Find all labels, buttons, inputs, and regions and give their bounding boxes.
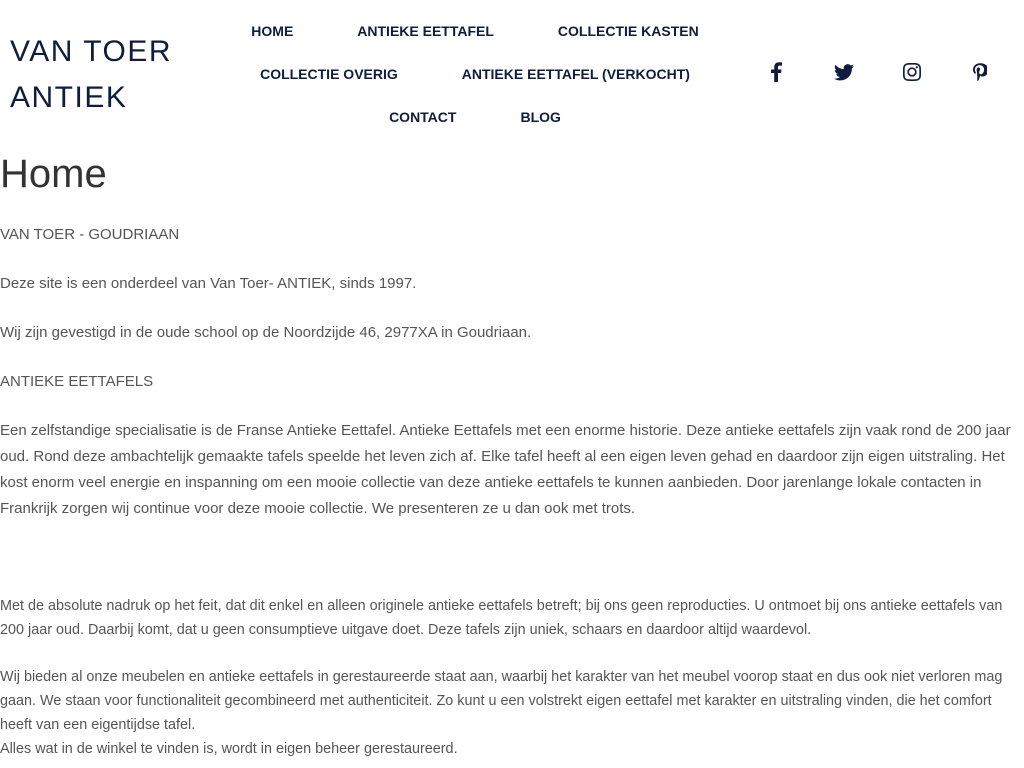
site-header	[0, 0, 1024, 140]
logo-line-1[interactable]: VAN TOER	[10, 35, 173, 68]
restoration-paragraph: Wij bieden al onze meubelen en antieke eettafels in gerestaureerde staat aan, waarbij het karakter van het meubel voorop staat en dus ook niet verloren mag gaan. We staan voor functionaliteit gecombineerd met authenticiteit. Zo kunt u een volstrekt eigen eettafel met karakter en uitstraling vinden, die het comfort heeft van een eigentijdse tafel.	[0, 669, 1003, 733]
page-title: Home	[0, 152, 107, 196]
nav-row-1	[205, 9, 745, 52]
nav-collectie-kasten[interactable]: COLLECTIE KASTEN	[557, 22, 699, 39]
nav-collectie-overig[interactable]: COLLECTIE OVERIG	[260, 65, 398, 82]
twitter-icon[interactable]	[824, 58, 864, 86]
workshop-paragraph: Alles wat in de winkel te vinden is, wordt in eigen beheer gerestaureerd.	[0, 741, 458, 757]
original-paragraph: Met de absolute nadruk op het feit, dat dit enkel en alleen originele antieke eettafels betreft; bij ons geen reproducties. U ontmoet bij ons antieke eettafels van 200 jaar oud. Daarbij komt, dat u geen consumptieve uitgave doet. Deze tafels zijn uniek, schaars en daardoor altijd waardevol.	[0, 598, 1003, 638]
intro-paragraph: Deze site is een onderdeel van Van Toer- ANTIEK, sinds 1997.	[0, 275, 417, 292]
spacer	[0, 522, 1024, 594]
social-links	[756, 58, 1000, 86]
nav-home[interactable]: HOME	[251, 22, 294, 39]
page-subtitle: VAN TOER - GOUDRIAAN	[0, 226, 180, 243]
section-heading-eettafels: ANTIEKE EETTAFELS	[0, 373, 154, 390]
site-logo[interactable]	[10, 29, 210, 121]
logo-line-2[interactable]: ANTIEK	[10, 81, 128, 114]
address-paragraph: Wij zijn gevestigd in de oude school op de Noordzijde 46, 2977XA in Goudriaan.	[0, 324, 532, 341]
instagram-icon[interactable]	[892, 58, 932, 86]
pinterest-icon[interactable]	[960, 58, 1000, 86]
nav-row-3	[205, 95, 745, 138]
nav-blog[interactable]: BLOG	[520, 108, 561, 125]
nav-row-2	[205, 52, 745, 95]
specialisation-paragraph: Een zelfstandige specialisatie is de Franse Antieke Eettafel. Antieke Eettafels met een enorme historie. Deze antieke eettafels zijn vaak rond de 200 jaar oud. Rond deze ambachtelijk gemaakte tafels speelde het leven zich af. Elke tafel heeft al een eigen leven gehad en daardoor zijn eigen uitstraling. Het kost enorm veel energie en inspanning om een mooie collectie van deze antieke eettafels te kunnen aanbieden. Door jarenlange lokale contacten in Frankrijk zorgen wij continue voor deze mooie collectie. We presenteren ze u dan ook met trots.	[0, 422, 1011, 517]
main-content	[0, 150, 1024, 761]
facebook-icon[interactable]	[756, 58, 796, 86]
main-nav	[205, 0, 745, 138]
nav-antieke-eettafel-verkocht[interactable]: ANTIEKE EETTAFEL (VERKOCHT)	[461, 65, 690, 82]
nav-antieke-eettafel[interactable]: ANTIEKE EETTAFEL	[357, 22, 494, 39]
nav-contact[interactable]: CONTACT	[389, 108, 457, 125]
